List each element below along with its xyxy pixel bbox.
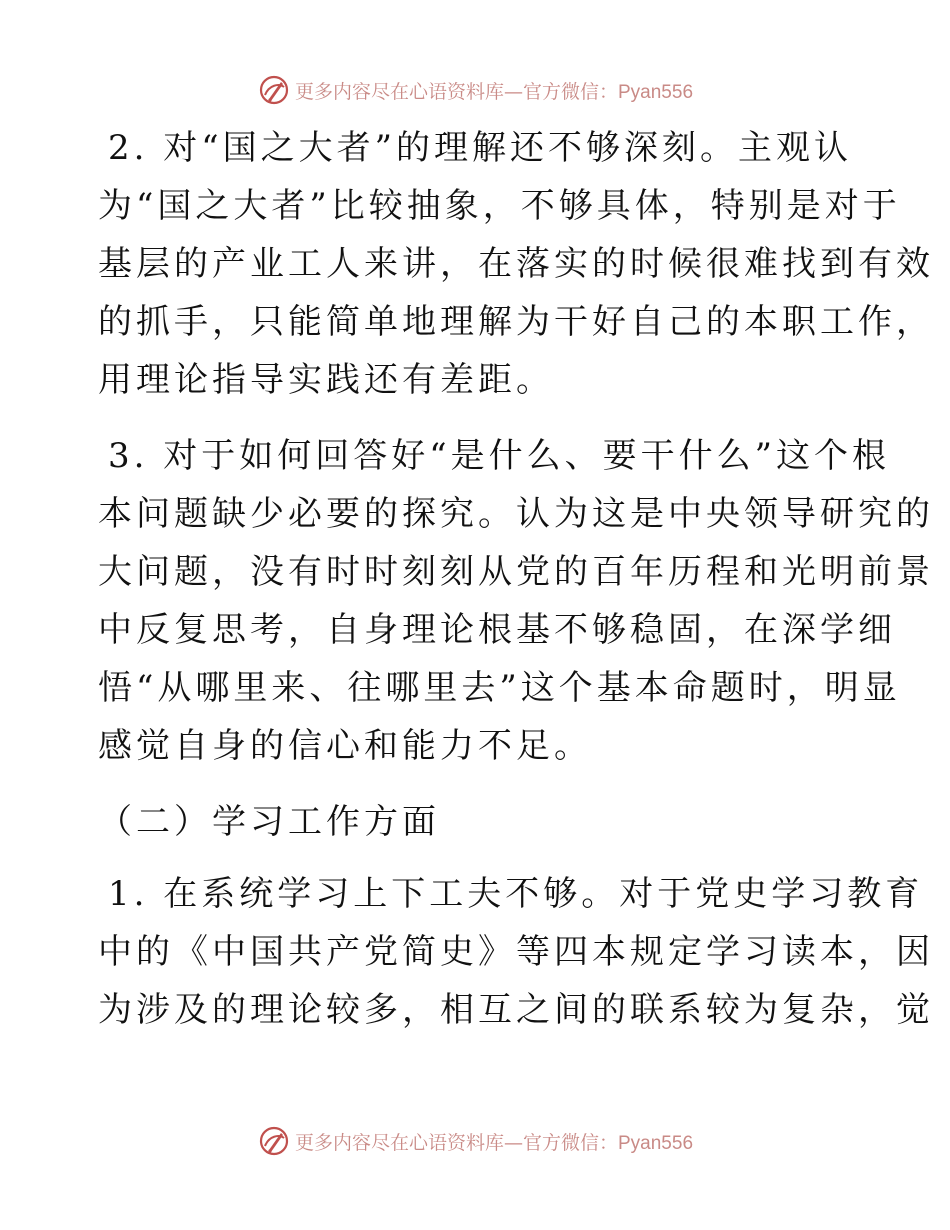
body-line: 用理论指导实践还有差距。 xyxy=(98,360,554,400)
body-line: 中的《中国共产党简史》等四本规定学习读本，因 xyxy=(98,932,934,972)
body-line: 2. 对“国之大者”的理解还不够深刻。主观认 xyxy=(108,128,853,168)
watermark-separator: — xyxy=(503,80,523,103)
body-line: 3. 对于如何回答好“是什么、要干什么”这个根 xyxy=(108,436,891,476)
watermark-text xyxy=(295,77,693,104)
body-line: 悟“从哪里来、往哪里去”这个基本命题时，明显 xyxy=(98,668,901,708)
header-watermark xyxy=(0,70,950,110)
pen-swirl-logo-icon xyxy=(257,73,291,107)
watermark-site-text: 更多内容尽在心语资料库 xyxy=(294,1131,504,1154)
body-line: 的抓手，只能简单地理解为干好自己的本职工作， xyxy=(98,302,934,342)
body-line: 为涉及的理论较多，相互之间的联系较为复杂，觉 xyxy=(98,990,934,1030)
watermark-separator: — xyxy=(503,1131,523,1154)
body-line: 本问题缺少必要的探究。认为这是中央领导研究的 xyxy=(98,494,934,534)
body-line: 为“国之大者”比较抽象，不够具体，特别是对于 xyxy=(98,186,901,226)
pen-swirl-logo-icon xyxy=(257,1124,291,1158)
watermark-wechat-id: Pyan556 xyxy=(618,1132,694,1154)
body-line: 中反复思考，自身理论根基不够稳固，在深学细 xyxy=(98,610,896,650)
watermark-text xyxy=(295,1128,693,1155)
body-line: 感觉自身的信心和能力不足。 xyxy=(98,726,592,766)
watermark-wechat-text: 官方微信： xyxy=(522,1131,618,1154)
section-heading: （二）学习工作方面 xyxy=(98,802,440,842)
footer-watermark xyxy=(0,1121,950,1161)
body-line: 1. 在系统学习上下工夫不够。对于党史学习教育 xyxy=(108,874,924,914)
watermark-wechat-id: Pyan556 xyxy=(618,81,694,103)
body-line: 大问题，没有时时刻刻从党的百年历程和光明前景 xyxy=(98,552,934,592)
body-line: 基层的产业工人来讲，在落实的时候很难找到有效 xyxy=(98,244,934,284)
watermark-site-text: 更多内容尽在心语资料库 xyxy=(294,80,504,103)
watermark-wechat-text: 官方微信： xyxy=(522,80,618,103)
